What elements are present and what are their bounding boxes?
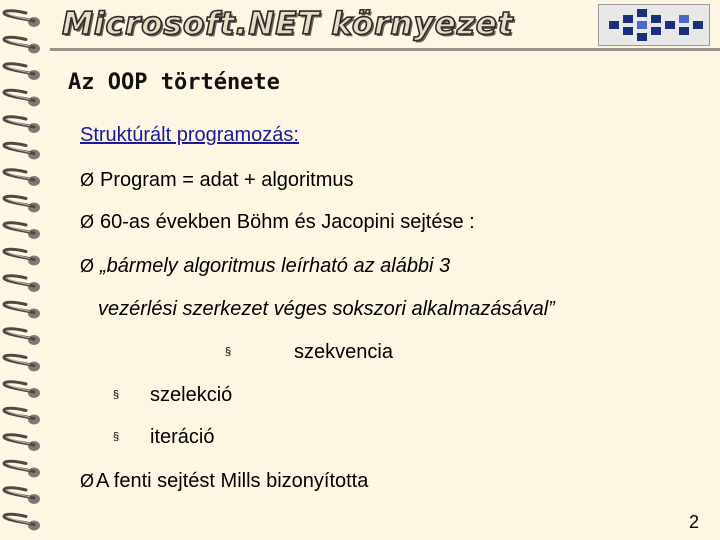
binding-ring xyxy=(4,514,40,530)
sub-item-text: iteráció xyxy=(150,426,215,448)
net-logo xyxy=(598,4,710,46)
bullet-item xyxy=(80,169,353,192)
sub-item xyxy=(113,426,119,449)
binding-ring xyxy=(4,329,40,345)
square-bullet-icon: § xyxy=(113,431,120,443)
bullet-item xyxy=(80,211,475,234)
binding-ring xyxy=(4,488,40,504)
sub-item xyxy=(225,341,231,364)
binding-ring xyxy=(4,355,40,371)
binding-ring xyxy=(4,382,40,398)
subtitle: Struktúrált programozás: xyxy=(80,124,299,146)
binding-ring xyxy=(4,249,40,265)
binding-ring xyxy=(4,37,40,53)
section-title: Az OOP története xyxy=(68,70,280,95)
square-bullet-icon: § xyxy=(225,346,232,358)
sub-item-text: szekvencia xyxy=(294,341,393,363)
square-bullet-icon: § xyxy=(113,389,120,401)
bullet-text: „bármely algoritmus leírható az alábbi 3 xyxy=(100,255,451,277)
bullet-text: Program = adat + algoritmus xyxy=(100,169,354,191)
binding-ring xyxy=(4,11,40,27)
binding-ring xyxy=(4,276,40,292)
arrow-bullet-icon: Ø xyxy=(80,212,95,232)
header-divider xyxy=(50,48,720,51)
binding-ring xyxy=(4,196,40,212)
arrow-bullet-icon: Ø xyxy=(80,170,95,190)
bullet-text: 60-as években Böhm és Jacopini sejtése : xyxy=(100,211,475,233)
binding-ring xyxy=(4,435,40,451)
sub-item xyxy=(113,384,119,407)
binding-ring xyxy=(4,223,40,239)
sub-item-text: szelekció xyxy=(150,384,233,406)
binding-ring xyxy=(4,117,40,133)
bullet-item xyxy=(80,470,368,493)
binding-ring xyxy=(4,143,40,159)
page-number: 2 xyxy=(689,512,700,532)
binding-ring xyxy=(4,302,40,318)
binding-ring xyxy=(4,408,40,424)
binding-ring xyxy=(4,170,40,186)
bullet-text: A fenti sejtést Mills bizonyította xyxy=(96,470,369,492)
binding-ring xyxy=(4,90,40,106)
bullet-item xyxy=(80,255,450,278)
binding-ring xyxy=(4,64,40,80)
slide-header-title: Microsoft.NET környezet xyxy=(62,6,514,42)
binding-ring xyxy=(4,461,40,477)
spiral-binding xyxy=(0,0,52,540)
arrow-bullet-icon: Ø xyxy=(80,471,95,491)
arrow-bullet-icon: Ø xyxy=(80,256,95,276)
quote-continuation: vezérlési szerkezet véges sokszori alkalmazásával” xyxy=(98,298,555,320)
